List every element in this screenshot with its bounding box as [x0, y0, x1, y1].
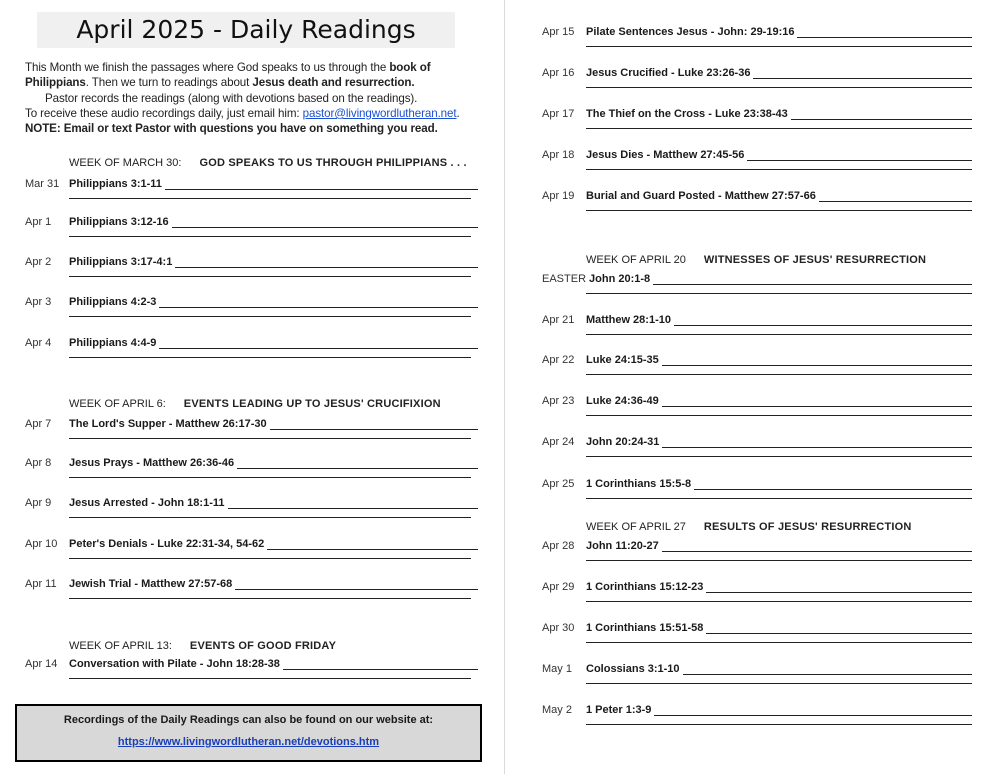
notes-line[interactable] — [69, 678, 471, 679]
notes-line[interactable] — [69, 357, 471, 358]
reading-passage: Burial and Guard Posted - Matthew 27:57-66 — [586, 190, 816, 202]
notes-line[interactable] — [175, 257, 478, 268]
week-label: WEEK OF APRIL 27 — [586, 521, 686, 533]
intro-text: . — [456, 106, 460, 120]
notes-line[interactable] — [706, 582, 972, 593]
notes-line[interactable] — [586, 169, 972, 170]
reading-date: Apr 4 — [25, 337, 52, 349]
notes-line[interactable] — [586, 46, 972, 47]
reading-passage: 1 Corinthians 15:51-58 — [586, 622, 704, 634]
reading-row — [542, 579, 972, 593]
notes-line[interactable] — [586, 374, 972, 375]
week-label: WEEK OF APRIL 20 — [586, 254, 686, 266]
reading-date: EASTER — [542, 273, 587, 285]
note-label: NOTE — [25, 122, 57, 136]
notes-line[interactable] — [586, 87, 972, 88]
notes-line[interactable] — [791, 109, 972, 120]
reading-date: Apr 22 — [542, 354, 575, 366]
reading-date: Apr 11 — [25, 578, 57, 590]
reading-date: Apr 1 — [25, 216, 52, 228]
reading-date: Apr 24 — [542, 436, 575, 448]
notes-line[interactable] — [270, 419, 478, 430]
reading-row — [25, 416, 478, 430]
reading-date: Apr 3 — [25, 296, 52, 308]
notes-line[interactable] — [235, 579, 478, 590]
notes-line[interactable] — [586, 210, 972, 211]
reading-row — [542, 661, 972, 675]
reading-passage: Jesus Prays - Matthew 26:36-46 — [69, 457, 235, 469]
week-heading — [586, 521, 912, 533]
reading-passage: Luke 24:15-35 — [586, 354, 659, 366]
reading-date: Apr 17 — [542, 108, 575, 120]
notes-line[interactable] — [586, 415, 972, 416]
notes-line[interactable] — [586, 128, 972, 129]
reading-passage: Conversation with Pilate - John 18:28-38 — [69, 658, 280, 670]
intro-paragraph — [25, 60, 485, 136]
intro-bold-text: book of — [389, 61, 431, 74]
notes-line[interactable] — [683, 664, 972, 675]
week-theme: RESULTS OF JESUS' RESURRECTION — [703, 521, 912, 533]
notes-line[interactable] — [586, 334, 972, 335]
reading-row — [542, 106, 972, 120]
week-heading — [69, 157, 467, 169]
notes-line[interactable] — [69, 558, 471, 559]
intro-text: To receive these audio recordings daily, just email him: — [25, 106, 303, 120]
reading-date: Apr 10 — [25, 538, 58, 550]
notes-line[interactable] — [69, 198, 471, 199]
notes-line[interactable] — [819, 191, 972, 202]
reading-date: Mar 31 — [25, 178, 60, 190]
week-theme: WITNESSES OF JESUS' RESURRECTION — [703, 254, 927, 266]
reading-row — [25, 455, 478, 469]
reading-passage: Philippians 3:1-11 — [69, 178, 162, 190]
notes-line[interactable] — [586, 683, 972, 684]
reading-row — [25, 254, 478, 268]
reading-passage: Philippians 3:12-16 — [69, 216, 169, 228]
reading-passage: Jesus Arrested - John 18:1-11 — [69, 497, 225, 509]
week-label: WEEK OF APRIL 13: — [69, 640, 172, 652]
reading-date: Apr 7 — [25, 418, 52, 430]
reading-date: Apr 18 — [542, 149, 575, 161]
notes-line[interactable] — [674, 315, 972, 326]
week-heading — [69, 398, 441, 410]
reading-row — [542, 147, 972, 161]
reading-date: Apr 19 — [542, 190, 575, 202]
notes-line[interactable] — [653, 274, 972, 285]
notes-line[interactable] — [69, 438, 471, 439]
intro-text: Pastor records the readings (along with devotions based on the readings). — [45, 91, 418, 105]
reading-date: Apr 9 — [25, 497, 52, 509]
notes-line[interactable] — [706, 623, 972, 634]
week-heading — [586, 254, 926, 266]
reading-passage: 1 Peter 1:3-9 — [586, 704, 652, 716]
reading-date: Apr 23 — [542, 395, 575, 407]
reading-row — [542, 352, 972, 366]
reading-date: Apr 25 — [542, 478, 575, 490]
reading-date: Apr 28 — [542, 540, 575, 552]
reading-date: Apr 21 — [542, 314, 575, 326]
reading-passage: Luke 24:36-49 — [586, 395, 659, 407]
week-theme: GOD SPEAKS TO US THROUGH PHILIPPIANS . . . — [199, 157, 467, 169]
reading-date: Apr 14 — [25, 658, 58, 670]
notes-line[interactable] — [586, 601, 972, 602]
reading-row — [25, 656, 478, 670]
notes-line[interactable] — [586, 498, 972, 499]
reading-row — [25, 576, 478, 590]
column-divider — [504, 0, 505, 774]
reading-passage: Colossians 3:1-10 — [586, 663, 680, 675]
notes-line[interactable] — [159, 338, 478, 349]
reading-date: May 1 — [542, 663, 572, 675]
website-notice-text: Recordings of the Daily Readings can also be found on our website at: — [63, 714, 434, 726]
reading-row — [25, 214, 478, 228]
reading-row — [25, 495, 478, 509]
notes-line[interactable] — [586, 724, 972, 725]
reading-date: Apr 29 — [542, 581, 575, 593]
reading-passage: Jesus Dies - Matthew 27:45-56 — [586, 149, 745, 161]
notes-line[interactable] — [69, 598, 471, 599]
week-label: WEEK OF APRIL 6: — [69, 398, 166, 410]
reading-row — [25, 536, 478, 550]
reading-passage: John 20:1-8 — [589, 273, 651, 285]
reading-row — [542, 393, 972, 407]
reading-row — [25, 335, 478, 349]
reading-passage: The Lord's Supper - Matthew 26:17-30 — [69, 418, 267, 430]
notes-line[interactable] — [662, 396, 972, 407]
reading-passage: John 20:24-31 — [586, 436, 660, 448]
reading-date: May 2 — [542, 704, 572, 716]
notes-line[interactable] — [586, 642, 972, 643]
reading-row — [542, 702, 972, 716]
notes-line[interactable] — [69, 236, 471, 237]
notes-line[interactable] — [69, 276, 471, 277]
notes-line[interactable] — [69, 517, 471, 518]
reading-passage: 1 Corinthians 15:12-23 — [586, 581, 704, 593]
reading-date: Apr 8 — [25, 457, 52, 469]
week-theme: EVENTS LEADING UP TO JESUS' CRUCIFIXION — [183, 398, 441, 410]
notes-line[interactable] — [662, 355, 972, 366]
notes-line[interactable] — [69, 477, 471, 478]
notes-line[interactable] — [165, 179, 478, 190]
notes-line[interactable] — [586, 293, 972, 294]
pastor-email-link[interactable]: pastor@livingwordlutheran.net — [302, 106, 457, 120]
notes-line[interactable] — [69, 316, 471, 317]
reading-passage: 1 Corinthians 15:5-8 — [586, 478, 692, 490]
reading-passage: Peter's Denials - Luke 22:31-34, 54-62 — [69, 538, 265, 550]
intro-bold-text: Jesus death and resurrection. — [252, 76, 415, 90]
note-text: : Email or text Pastor with questions you have on something you read. — [56, 122, 438, 136]
reading-row — [542, 620, 972, 634]
notes-line[interactable] — [586, 456, 972, 457]
week-label: WEEK OF MARCH 30: — [69, 157, 182, 169]
notes-line[interactable] — [654, 705, 972, 716]
reading-date: Apr 2 — [25, 256, 52, 268]
notes-line[interactable] — [753, 68, 972, 79]
reading-row — [25, 294, 478, 308]
page-title: April 2025 - Daily Readings — [37, 12, 455, 48]
notes-line[interactable] — [747, 150, 972, 161]
reading-passage: Philippians 4:2-3 — [69, 296, 157, 308]
notes-line[interactable] — [694, 479, 972, 490]
week-heading — [69, 640, 336, 652]
reading-passage: John 11:20-27 — [586, 540, 659, 552]
reading-passage: Philippians 4:4-9 — [69, 337, 157, 349]
reading-passage: The Thief on the Cross - Luke 23:38-43 — [586, 108, 788, 120]
reading-passage: Philippians 3:17-4:1 — [69, 256, 173, 268]
reading-passage: Pilate Sentences Jesus - John: 29-19:16 — [586, 26, 795, 38]
notes-line[interactable] — [159, 297, 478, 308]
notes-line[interactable] — [797, 27, 972, 38]
devotions-link[interactable]: https://www.livingwordlutheran.net/devotions.htm — [117, 736, 380, 748]
intro-bold-text: Philippians — [25, 76, 86, 90]
notes-line[interactable] — [662, 541, 972, 552]
reading-passage: Jewish Trial - Matthew 27:57-68 — [69, 578, 233, 590]
notes-line[interactable] — [237, 458, 478, 469]
reading-passage: Jesus Crucified - Luke 23:26-36 — [586, 67, 751, 79]
reading-row — [542, 24, 972, 38]
reading-row — [542, 271, 972, 285]
intro-text: This Month we finish the passages where God speaks to us through the — [25, 61, 390, 74]
reading-row — [542, 312, 972, 326]
reading-row — [542, 188, 972, 202]
notes-line[interactable] — [172, 217, 478, 228]
reading-date: Apr 30 — [542, 622, 575, 634]
notes-line[interactable] — [662, 437, 972, 448]
notes-line[interactable] — [228, 498, 479, 509]
reading-row — [542, 65, 972, 79]
reading-row — [542, 434, 972, 448]
reading-date: Apr 15 — [542, 26, 575, 38]
reading-passage: Matthew 28:1-10 — [586, 314, 671, 326]
reading-row — [542, 538, 972, 552]
notes-line[interactable] — [586, 560, 972, 561]
reading-date: Apr 16 — [542, 67, 575, 79]
week-theme: EVENTS OF GOOD FRIDAY — [189, 640, 337, 652]
website-notice — [15, 704, 482, 762]
notes-line[interactable] — [267, 539, 478, 550]
notes-line[interactable] — [283, 659, 478, 670]
reading-row — [542, 476, 972, 490]
reading-row — [25, 176, 478, 190]
intro-text: . Then we turn to readings about — [85, 76, 253, 90]
